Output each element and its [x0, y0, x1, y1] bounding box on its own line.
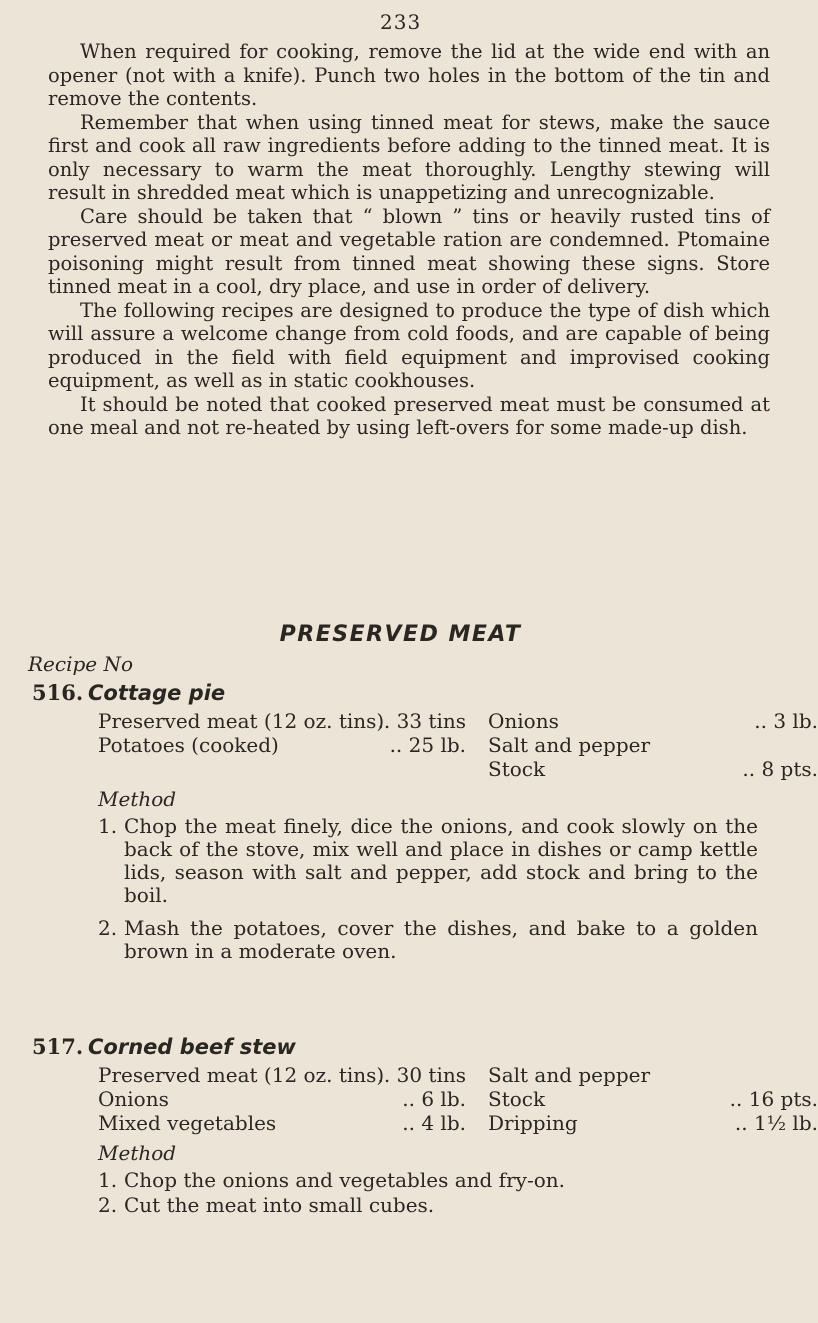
- ingredient-name: Mixed vegetables: [98, 1111, 277, 1135]
- ingredient-quantity: .. 6 lb.: [402, 1087, 466, 1111]
- method-steps: [98, 1169, 758, 1217]
- ingredient-name: Onions: [98, 1087, 169, 1111]
- recipe-516: [32, 680, 818, 973]
- ingredient-name: Potatoes (cooked): [98, 733, 279, 757]
- method-step: [98, 1169, 758, 1192]
- intro-paragraph: When required for cooking, remove the lid at the wide end with an opener (not with a knife). Punch two holes in the bottom of the tin and remove the contents.: [48, 40, 770, 110]
- ingredient-line: [98, 1087, 466, 1111]
- step-text: Chop the onions and vegetables and fry-on.: [124, 1168, 565, 1192]
- ingredient-name: Stock: [488, 757, 546, 781]
- ingredient-name: Preserved meat (12 oz. tins): [98, 709, 385, 733]
- recipe-title: Cottage pie: [88, 681, 226, 705]
- ingredient-name: Dripping: [488, 1111, 578, 1135]
- ingredient-line: [98, 1111, 466, 1135]
- ingredient-line: [98, 709, 466, 733]
- method-step: [98, 917, 758, 963]
- section-title: PRESERVED MEAT: [279, 622, 522, 647]
- recipe-number: 516.: [32, 680, 84, 705]
- ingredient-name: Salt and pepper: [488, 733, 651, 757]
- intro-paragraph: It should be noted that cooked preserved meat must be consumed at one meal and not re-heated by using left-overs for some made-up dish.: [48, 392, 770, 439]
- recipe-517: [32, 1034, 818, 1227]
- ingredient-name: Salt and pepper: [488, 1063, 651, 1087]
- recipe-number: 517.: [32, 1034, 84, 1059]
- ingredients-list: [98, 709, 818, 781]
- method-steps: [98, 815, 758, 963]
- ingredient-name: Onions: [488, 709, 559, 733]
- method-step: [98, 1194, 758, 1217]
- ingredient-line: [488, 757, 818, 781]
- ingredient-quantity: .. 1½ lb.: [734, 1111, 818, 1135]
- step-number: 2.: [98, 1193, 118, 1217]
- method-step: [98, 815, 758, 907]
- ingredient-line: [488, 1063, 818, 1087]
- intro-paragraph: Remember that when using tinned meat for stews, make the sauce first and cook all raw ingredients before adding to the tinned meat. It is only necessary to warm the meat thoroughly. Lengthy stewing will result in shredded meat which is unappetizing and unrecognizable.: [48, 110, 770, 204]
- recipe-title: Corned beef stew: [88, 1035, 296, 1059]
- intro-paragraph: The following recipes are designed to produce the type of dish which will assure a welcome change from cold foods, and are capable of being produced in the field with field equipment and improvised cooking equipment, as well as in static cookhouses.: [48, 298, 770, 392]
- ingredient-line: [488, 709, 818, 733]
- step-number: 2.: [98, 916, 118, 940]
- ingredient-quantity: .. 16 pts.: [729, 1087, 818, 1111]
- ingredient-quantity: .. 33 tins: [377, 709, 466, 733]
- step-text: Mash the potatoes, cover the dishes, and bake to a golden brown in a moderate oven.: [124, 916, 758, 963]
- ingredient-quantity: .. 3 lb.: [754, 709, 818, 733]
- ingredient-line: [488, 1087, 818, 1111]
- step-number: 1.: [98, 814, 118, 838]
- recipe-number-column-label: Recipe No: [28, 652, 134, 676]
- ingredient-quantity: .. 30 tins: [377, 1063, 466, 1087]
- step-text: Cut the meat into small cubes.: [124, 1193, 435, 1217]
- ingredient-line: [488, 1111, 818, 1135]
- ingredient-quantity: .. 4 lb.: [402, 1111, 466, 1135]
- method-heading: Method: [98, 1141, 177, 1165]
- ingredient-quantity: .. 25 lb.: [389, 733, 466, 757]
- intro-text: [48, 40, 770, 440]
- ingredient-quantity: .. 8 pts.: [742, 757, 818, 781]
- ingredient-line: [488, 733, 818, 757]
- ingredient-line: [98, 733, 466, 757]
- ingredients-list: [98, 1063, 818, 1135]
- ingredient-name: Stock: [488, 1087, 546, 1111]
- ingredient-name: Preserved meat (12 oz. tins): [98, 1063, 385, 1087]
- step-number: 1.: [98, 1168, 118, 1192]
- ingredient-line: [98, 1063, 466, 1087]
- page-number: 233: [380, 10, 422, 34]
- method-heading: Method: [98, 787, 177, 811]
- intro-paragraph: Care should be taken that “ blown ” tins or heavily rusted tins of preserved meat or meat and vegetable ration are condemned. Ptomaine poisoning might result from tinned meat showing these signs. Store tinned meat in a cool, dry place, and use in order of delivery.: [48, 204, 770, 298]
- step-text: Chop the meat finely, dice the onions, and cook slowly on the back of the stove, mix well and place in dishes or camp kettle lids, season with salt and pepper, add stock and bring to the boil.: [124, 814, 758, 907]
